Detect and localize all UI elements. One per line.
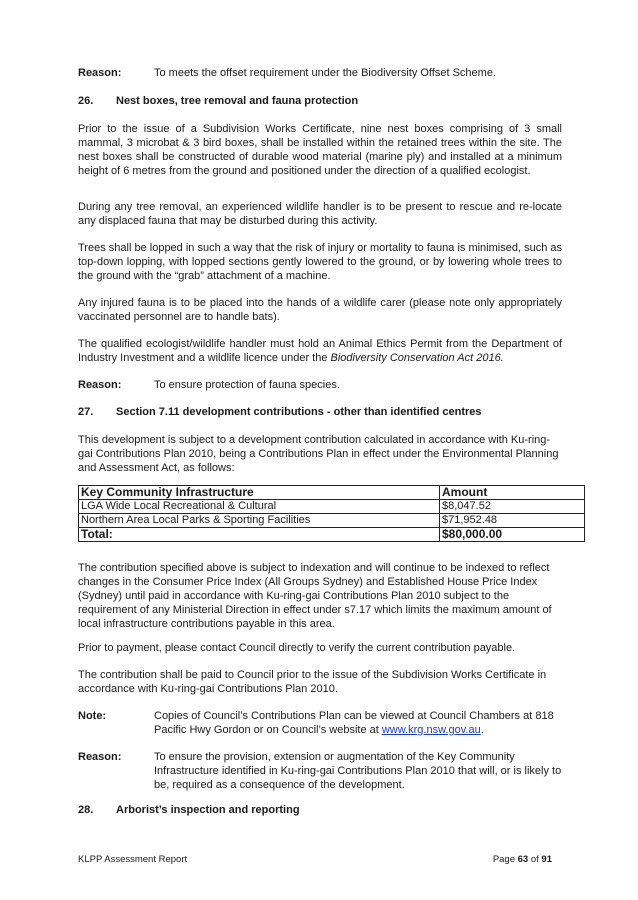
table-cell: Northern Area Local Parks & Sporting Facilities <box>79 514 440 528</box>
section-number: 26. <box>78 95 94 107</box>
reason-fauna <box>78 378 562 392</box>
footer-report-name: KLPP Assessment Report <box>78 854 188 865</box>
reason-text: To ensure the provision, extension or augmentation of the Key Community Infrastructure identified in Ku-ring-gai Contributions Plan 2010 that will, or is likely to be, required as a consequence of the development. <box>154 751 562 791</box>
reason-label: Reason: <box>78 67 122 79</box>
page-total: 91 <box>541 854 552 865</box>
act-name: Biodiversity Conservation Act 2016. <box>330 352 504 364</box>
section-title: Arborist’s inspection and reporting <box>116 804 300 816</box>
paragraph-payment: Prior to payment, please contact Council directly to verify the current contribution payable. <box>78 642 516 654</box>
column-header: Amount <box>440 486 585 500</box>
footer-page-number <box>493 854 552 866</box>
page-of: of <box>528 854 542 865</box>
reason-text: To ensure protection of fauna species. <box>154 379 340 391</box>
section-title: Section 7.11 development contributions - other than identified centres <box>116 406 482 418</box>
section-number: 28. <box>78 804 94 816</box>
table-row <box>79 514 585 528</box>
reason-label: Reason: <box>78 751 122 763</box>
table-cell: $71,952.48 <box>440 514 585 528</box>
section-28-heading <box>78 803 300 817</box>
paragraph-indexation: The contribution specified above is subject to indexation and will continue to be indexed to reflect changes in the Consumer Price Index (All Groups Sydney) and Established House Price Index (Sydney) until paid in accordance with Ku-ring-gai Contributions Plan 2010 subject to the requirement of any Ministerial Direction in effect under s7.17 which limits the maximum amount of local infrastructure contributions payable in this area. <box>78 562 552 630</box>
section-number: 27. <box>78 406 94 418</box>
table-header-row <box>79 486 585 500</box>
note-text-wrap <box>154 709 562 737</box>
reason-offset <box>78 66 562 80</box>
note-end: . <box>480 724 484 736</box>
paragraph: Prior to the issue of a Subdivision Works Certificate, nine nest boxes comprising of 3 small mammal, 3 microbat & 3 bird boxes, shall be installed within the retained trees within the site. The nest boxes shall be constructed of durable wood material (marine ply) and installed at a minimum height of 6 metres from the ground and positioned under the direction of a qualified ecologist. <box>78 123 562 177</box>
paragraph-paid: The contribution shall be paid to Council prior to the issue of the Subdivision Works Certificate in accordance with Ku-ring-gai Contributions Plan 2010. <box>78 669 547 695</box>
contributions-table <box>78 485 585 542</box>
paragraph-text: The qualified ecologist/wildlife handler must hold an Animal Ethics Permit from the Department of Industry Investment and a wildlife licence under the <box>78 338 562 364</box>
note-label: Note: <box>78 710 107 722</box>
paragraph: Trees shall be lopped in such a way that the risk of injury or mortality to fauna is minimised, such as top-down lopping, with lopped sections gently lowered to the ground, or by lowering whole trees to the ground with the “grab” attachment of a machine. <box>78 242 562 282</box>
page-current: 63 <box>517 854 529 865</box>
total-label: Total: <box>79 528 440 542</box>
table-total-row <box>79 528 585 542</box>
note-text: Copies of Council’s Contributions Plan can be viewed at Council Chambers at 818 Pacific Hwy Gordon or on Council’s website at <box>154 710 554 736</box>
paragraph-intro: This development is subject to a development contribution calculated in accordance with Ku-ring-gai Contributions Plan 2010, being a Contributions Plan in effect under the Environmental Planning and Assessment Act, as follows: <box>78 434 559 474</box>
column-header: Key Community Infrastructure <box>79 486 440 500</box>
table-cell: LGA Wide Local Recreational & Cultural <box>79 500 440 514</box>
section-title: Nest boxes, tree removal and fauna protection <box>116 95 359 107</box>
council-website-link[interactable]: www.krg.nsw.gov.au <box>381 724 481 736</box>
paragraph: Any injured fauna is to be placed into the hands of a wildlife carer (please note only appropriately vaccinated personnel are to handle bats). <box>78 297 562 323</box>
reason-label: Reason: <box>78 379 122 391</box>
paragraph-permit <box>78 337 562 365</box>
table-row <box>79 500 585 514</box>
section-27-heading <box>78 405 482 419</box>
reason-text: To meets the offset requirement under the Biodiversity Offset Scheme. <box>154 67 496 79</box>
total-value: $80,000.00 <box>440 528 585 542</box>
paragraph: During any tree removal, an experienced wildlife handler is to be present to rescue and re-locate any displaced fauna that may be disturbed during this activity. <box>78 201 562 227</box>
table-cell: $8,047.52 <box>440 500 585 514</box>
section-26-heading <box>78 94 358 108</box>
note <box>78 709 562 737</box>
page-prefix: Page <box>492 854 518 865</box>
reason-contributions <box>78 750 562 792</box>
